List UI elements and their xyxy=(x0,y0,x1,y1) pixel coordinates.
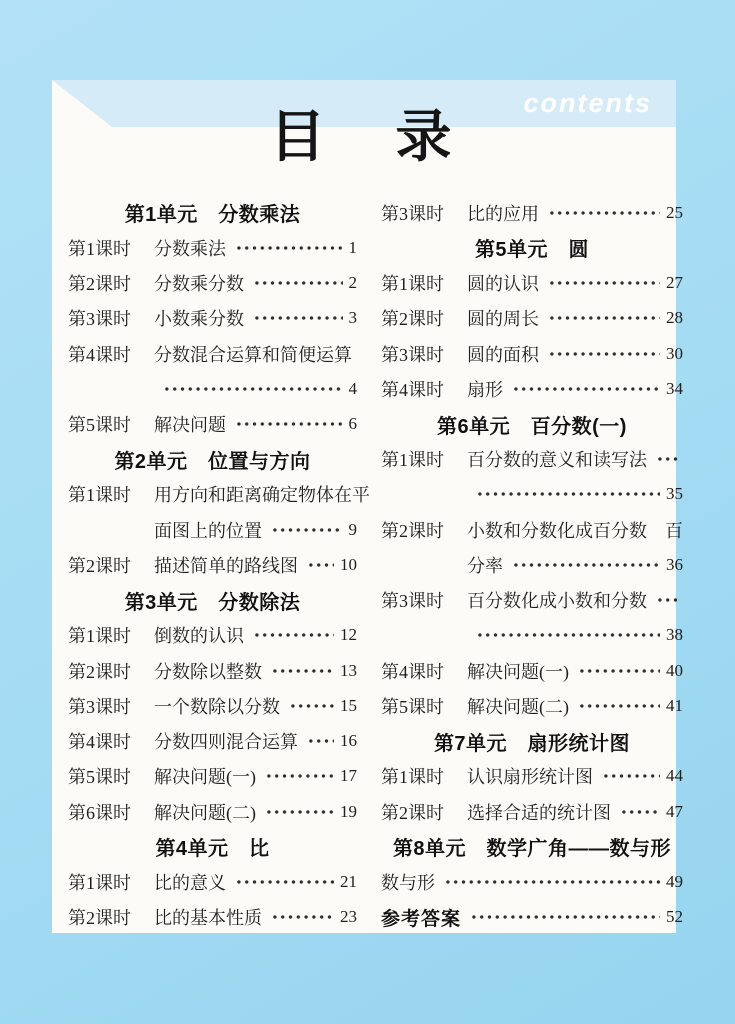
toc-row xyxy=(68,406,357,441)
page-number: 40 xyxy=(666,660,683,680)
lesson-title: 比的基本性质 xyxy=(154,908,262,929)
page-number: 47 xyxy=(666,801,683,821)
lesson-title: 圆的周长 xyxy=(467,309,539,330)
page-number: 4 xyxy=(348,378,357,398)
toc-row xyxy=(381,371,683,406)
toc-row xyxy=(68,688,357,723)
lesson-label: 第1课时 xyxy=(381,767,444,788)
toc-row xyxy=(381,301,683,336)
lesson-label: 第1课时 xyxy=(68,873,131,894)
dot-leader xyxy=(548,310,660,326)
page-number: 12 xyxy=(340,625,357,645)
toc-row xyxy=(68,371,357,406)
toc-row xyxy=(68,547,357,582)
toc-column-left xyxy=(68,195,370,935)
lesson-label: 第2课时 xyxy=(381,520,444,541)
lesson-label: 第2课时 xyxy=(381,802,444,823)
unit-heading: 第1单元 分数乘法 xyxy=(124,204,301,227)
page-number: 10 xyxy=(340,554,357,574)
page-number: 1 xyxy=(348,237,357,257)
lesson-label: 第1课时 xyxy=(68,485,131,506)
lesson-title: 小数乘分数 xyxy=(154,309,244,330)
dot-leader xyxy=(512,557,660,573)
toc-row xyxy=(68,900,357,935)
dot-leader xyxy=(265,804,334,820)
page-number: 21 xyxy=(340,872,357,892)
dot-leader xyxy=(307,557,334,573)
lesson-title: 比的意义 xyxy=(154,873,226,894)
lesson-title: 分数混合运算和简便运算 xyxy=(154,344,352,365)
page-number: 13 xyxy=(340,660,357,680)
unit-heading: 第4单元 比 xyxy=(155,838,270,861)
lesson-title: 解决问题(一) xyxy=(467,661,569,682)
lesson-label: 第2课时 xyxy=(68,908,131,929)
lesson-title: 扇形 xyxy=(467,379,503,400)
lesson-label: 第4课时 xyxy=(68,732,131,753)
toc-row xyxy=(68,618,357,653)
unit-heading: 第8单元 数学广角——数与形 xyxy=(392,838,672,861)
page-number: 15 xyxy=(340,695,357,715)
toc-row xyxy=(68,724,357,759)
page-number: 44 xyxy=(666,766,683,786)
lesson-label: 第6课时 xyxy=(68,802,131,823)
lesson-title: 分率 xyxy=(467,555,503,576)
lesson-title: 解决问题(二) xyxy=(154,802,256,823)
dot-leader xyxy=(476,486,660,502)
toc-row xyxy=(68,301,357,336)
dot-leader xyxy=(548,275,660,291)
lesson-title: 圆的认识 xyxy=(467,274,539,295)
dot-leader xyxy=(307,733,334,749)
lesson-label: 第3课时 xyxy=(68,309,131,330)
lesson-title: 用方向和距离确定物体在平 xyxy=(154,485,370,506)
page-number: 34 xyxy=(666,378,683,398)
toc-column-right xyxy=(381,195,683,935)
toc-row xyxy=(381,794,683,829)
page-number: 16 xyxy=(340,731,357,751)
lesson-title: 倒数的认识 xyxy=(154,626,244,647)
toc-row xyxy=(381,759,683,794)
lesson-title: 解决问题(二) xyxy=(467,696,569,717)
lesson-title: 面图上的位置 xyxy=(154,520,262,541)
page-number: 25 xyxy=(666,202,683,222)
toc-row xyxy=(68,265,357,300)
page-number: 41 xyxy=(666,695,683,715)
lesson-label: 第4课时 xyxy=(381,379,444,400)
toc-row xyxy=(381,512,683,547)
lesson-title: 选择合适的统计图 xyxy=(467,802,611,823)
lesson-title: 小数和分数化成百分数 百 xyxy=(467,520,683,541)
dot-leader xyxy=(476,627,660,643)
dot-leader xyxy=(163,381,343,397)
toc-row xyxy=(381,653,683,688)
dot-leader xyxy=(265,768,334,784)
page-number: 9 xyxy=(348,519,357,539)
lesson-label: 第5课时 xyxy=(381,696,444,717)
toc-row xyxy=(68,477,370,512)
lesson-title: 分数除以整数 xyxy=(154,661,262,682)
unit-heading: 第7单元 扇形统计图 xyxy=(433,732,631,755)
dot-leader xyxy=(548,346,660,362)
unit-heading: 第5单元 圆 xyxy=(474,239,590,262)
lesson-label: 第3课时 xyxy=(68,696,131,717)
lesson-label: 第5课时 xyxy=(68,415,131,436)
lesson-title: 分数乘法 xyxy=(154,238,226,259)
dot-leader xyxy=(271,663,334,679)
page-number: 19 xyxy=(340,801,357,821)
lesson-label: 第2课时 xyxy=(68,661,131,682)
dot-leader xyxy=(235,416,343,432)
toc-row xyxy=(68,653,357,688)
lesson-label: 第4课时 xyxy=(381,661,444,682)
dot-leader xyxy=(656,592,679,608)
lesson-title: 百分数化成小数和分数 xyxy=(467,591,647,612)
dot-leader xyxy=(548,205,660,221)
lesson-label: 第1课时 xyxy=(381,274,444,295)
lesson-title: 认识扇形统计图 xyxy=(467,767,593,788)
page-number: 27 xyxy=(666,273,683,293)
dot-leader xyxy=(235,874,334,890)
lesson-label: 第3课时 xyxy=(381,203,444,224)
dot-leader xyxy=(444,874,660,890)
page-card xyxy=(52,80,683,933)
page-number: 2 xyxy=(348,273,357,293)
toc-row xyxy=(381,265,683,300)
toc-row xyxy=(381,618,683,653)
page-number: 3 xyxy=(348,308,357,328)
toc-row xyxy=(68,230,357,265)
lesson-label: 第2课时 xyxy=(68,555,131,576)
lesson-label: 第1课时 xyxy=(68,626,131,647)
dot-leader xyxy=(271,909,334,925)
lesson-label: 第4课时 xyxy=(68,344,131,365)
dot-leader xyxy=(620,804,660,820)
toc-row xyxy=(381,336,683,371)
lesson-title: 分数乘分数 xyxy=(154,274,244,295)
toc-row xyxy=(381,442,683,477)
toc-row xyxy=(381,900,683,935)
lesson-title: 描述简单的路线图 xyxy=(154,555,298,576)
toc-row xyxy=(68,794,357,829)
toc-row xyxy=(68,759,357,794)
lesson-label: 第5课时 xyxy=(68,767,131,788)
page-title: 目 录 xyxy=(269,105,459,168)
toc-row xyxy=(68,512,357,547)
lesson-label: 第2课时 xyxy=(381,309,444,330)
toc-row xyxy=(68,864,357,899)
dot-leader xyxy=(578,663,660,679)
toc-row xyxy=(381,477,683,512)
dot-leader xyxy=(470,909,660,925)
dot-leader xyxy=(656,451,679,467)
lesson-title: 参考答案 xyxy=(381,908,462,930)
page-number: 17 xyxy=(340,766,357,786)
lesson-title: 比的应用 xyxy=(467,203,539,224)
toc-row xyxy=(381,583,683,618)
page-number: 52 xyxy=(666,907,683,927)
dot-leader xyxy=(512,381,660,397)
lesson-title: 分数四则混合运算 xyxy=(154,732,298,753)
lesson-label: 第1课时 xyxy=(68,238,131,259)
dot-leader xyxy=(253,310,343,326)
page-number: 38 xyxy=(666,625,683,645)
dot-leader xyxy=(253,275,343,291)
lesson-title: 百分数的意义和读写法 xyxy=(467,450,647,471)
toc-row xyxy=(381,195,683,230)
page-number: 6 xyxy=(348,414,357,434)
dot-leader xyxy=(289,698,334,714)
dot-leader xyxy=(271,522,343,538)
page-number: 28 xyxy=(666,308,683,328)
lesson-title: 数与形 xyxy=(381,873,435,894)
lesson-title: 一个数除以分数 xyxy=(154,696,280,717)
page-number: 30 xyxy=(666,343,683,363)
page-number: 36 xyxy=(666,554,683,574)
dot-leader xyxy=(602,768,660,784)
page-number: 49 xyxy=(666,872,683,892)
lesson-label: 第1课时 xyxy=(381,450,444,471)
unit-heading: 第2单元 位置与方向 xyxy=(114,450,311,473)
toc-content xyxy=(68,195,683,935)
toc-row xyxy=(381,688,683,723)
lesson-title: 圆的面积 xyxy=(467,344,539,365)
toc-row xyxy=(381,864,683,899)
contents-label: contents xyxy=(523,88,652,118)
page-number: 23 xyxy=(340,907,357,927)
lesson-label: 第2课时 xyxy=(68,274,131,295)
lesson-title: 解决问题(一) xyxy=(154,767,256,788)
lesson-label: 第3课时 xyxy=(381,591,444,612)
lesson-label: 第3课时 xyxy=(381,344,444,365)
toc-row xyxy=(381,547,683,582)
page-number: 35 xyxy=(666,484,683,504)
dot-leader xyxy=(253,627,334,643)
dot-leader xyxy=(235,240,343,256)
unit-heading: 第3单元 分数除法 xyxy=(124,591,301,614)
toc-row xyxy=(68,336,357,371)
unit-heading: 第6单元 百分数(一) xyxy=(437,415,627,438)
dot-leader xyxy=(578,698,660,714)
lesson-title: 解决问题 xyxy=(154,415,226,436)
